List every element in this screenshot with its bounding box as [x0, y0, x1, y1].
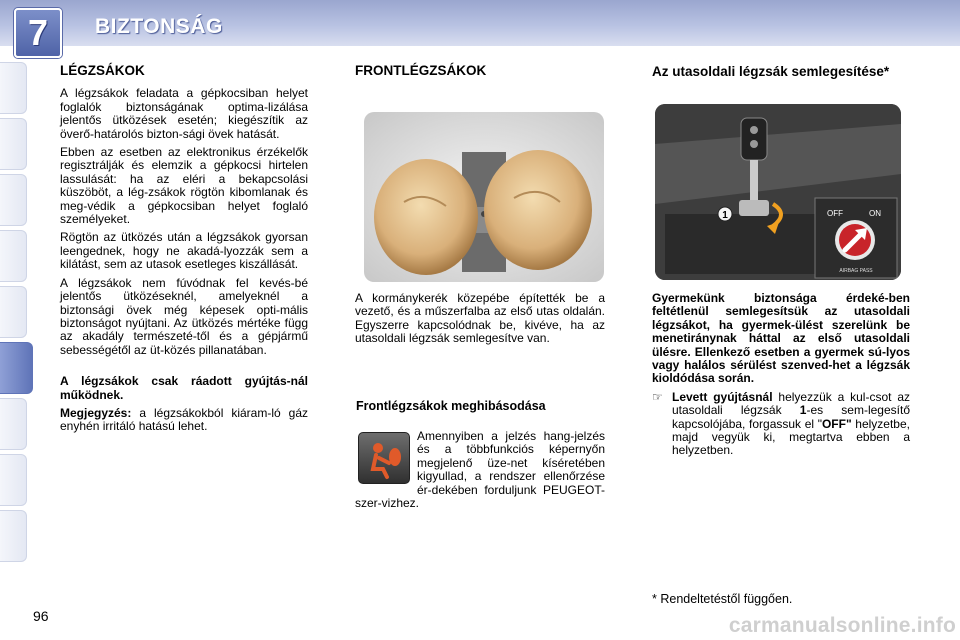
child-safety-warning: Gyermekünk biztonsága érdeké-ben feltétlenül semlegesítsük az utasoldali légzsákot, ha gyermek-ülést szerelünk be menetiránynak háttal az első utasoldali ülésre. Ellenkező esetben a gyermek sú-lyos vagy halálos sérülést szenved-het a légzsák kioldódása során. — [652, 291, 910, 386]
airbag-pass-label: AIRBAG PASS — [839, 268, 873, 274]
passenger-airbag-text — [652, 292, 910, 458]
chapter-tab-active[interactable] — [0, 342, 33, 394]
section-heading-airbags: LÉGZSÁKOK — [60, 63, 145, 78]
instruction-text: helyzetbe, majd vegyük ki, megtartva ebben a helyzetben. — [672, 416, 910, 458]
instruction-text: helyezzük a kul-csot az utasoldali légzsák — [672, 389, 910, 418]
chapter-tabs — [0, 62, 34, 566]
chapter-tab[interactable] — [0, 510, 27, 562]
chapter-tab[interactable] — [0, 398, 27, 450]
label-on: ON — [869, 209, 881, 218]
front-airbags-photo — [364, 112, 604, 282]
deactivation-instruction — [652, 391, 910, 458]
footnote: * Rendeltetéstől függően. — [652, 592, 793, 606]
airbags-column — [60, 64, 308, 439]
fault-section — [356, 400, 606, 413]
deactivation-switch-photo — [655, 104, 901, 280]
paragraph: Rögtön az ütközés után a légzsákok gyorsan leengednek, hogy ne akadá-lyozzák sem a kilátást, sem az utasok esetleges kiszállását. — [60, 230, 308, 272]
instruction-lead: Levett gyújtásnál — [672, 389, 773, 404]
note-text: a légzsákokból kiáram-ló gáz enyhén irritáló hatású lehet. — [60, 405, 308, 434]
chapter-tab[interactable] — [0, 62, 27, 114]
hand-pointer-icon: ☞ — [652, 389, 663, 404]
front-airbags-text — [355, 292, 605, 351]
instruction-text: -es sem-legesítő kapcsolójába, forgassuk el " — [672, 403, 911, 431]
note-label: Megjegyzés: — [60, 405, 132, 420]
passenger-airbag-column — [652, 64, 912, 90]
section-heading-front-airbags: FRONTLÉGZSÁKOK — [355, 63, 487, 78]
ignition-warning: A légzsákok csak ráadott gyújtás-nál működnek. — [60, 374, 308, 402]
fault-text: Amennyiben a jelzés hang-jelzés és a többfunkciós képernyőn megjelenő üze-net kíséretében kigyullad, a rendszer ellenőrzése ér-dekében forduljunk PEUGEOT-szer-vizhez. — [355, 429, 605, 511]
paragraph: Ebben az esetben az elektronikus érzékelők regisztrálják és elemzik a gépkocsi hirtelen lassulását: ha az eléri a bekapcsolási küszöböt, a lég-zsákok rögtön kibomlanak és meg-védik a gépkocsiban helyet foglaló személyeket. — [60, 145, 308, 227]
callout-number: 1 — [722, 210, 728, 221]
chapter-tab[interactable] — [0, 230, 27, 282]
chapter-tab[interactable] — [0, 118, 27, 170]
instruction-off: OFF" — [821, 416, 852, 431]
note-paragraph — [60, 407, 308, 434]
paragraph: A kormánykerék közepébe építették be a vezető, és a műszerfalba az első utas oldalán. Egyszerre kapcsolódnak be, kivéve, ha az utasoldali légzsák semlegesítve van. — [355, 291, 605, 346]
chapter-number-badge — [14, 8, 62, 58]
watermark: carmanualsonline.info — [728, 614, 956, 637]
label-off: OFF — [827, 209, 843, 218]
fault-text-block — [355, 430, 605, 515]
section-heading-passenger-airbag: Az utasoldali légzsák semlegesítése* — [652, 64, 890, 79]
fault-heading: Frontlégzsákok meghibásodása — [356, 399, 546, 413]
front-airbags-column — [355, 64, 605, 87]
chapter-tab[interactable] — [0, 286, 27, 338]
paragraph: A légzsákok nem fúvódnak fel kevés-bé jelentős ütközéseknél, amelyeknél a biztonsági övek még képesek opti-mális biztonságot nyújtani. Az ütközés mértéke függ az akadály természeté-től és a gépjármű sebességétől az üt-közés pillanatában. — [60, 275, 308, 357]
instruction-number: 1 — [799, 403, 807, 418]
chapter-number: 7 — [27, 12, 49, 53]
chapter-tab[interactable] — [0, 174, 27, 226]
chapter-tab[interactable] — [0, 454, 27, 506]
chapter-title: BIZTONSÁG — [95, 15, 223, 38]
paragraph: A légzsákok feladata a gépkocsiban helyet foglalók biztonságának optima-lizálása jelentős ütközések esetén; kiegészítik az överő-határolós bizton-sági övek hatását. — [60, 86, 308, 141]
page-number: 96 — [33, 608, 49, 624]
